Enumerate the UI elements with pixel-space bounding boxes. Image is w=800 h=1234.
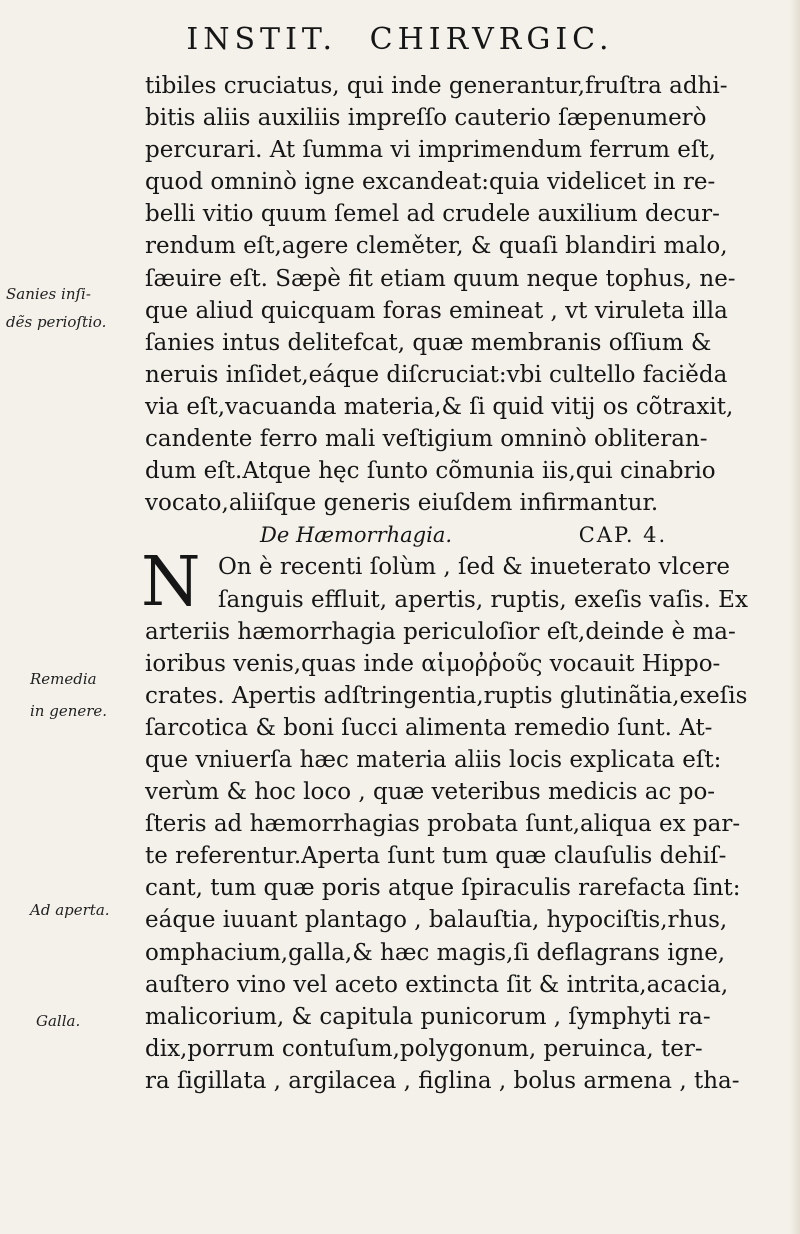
header-left: INSTIT.	[186, 22, 338, 57]
chapter-label: CAP. 4.	[578, 523, 668, 548]
main-text	[141, 70, 795, 1097]
text-line: dum eſt.Atque hęc ſunto cõmunia iis,qui cinabrio	[145, 458, 716, 485]
text-line: ra ſigillata , argilacea , figlina , bolus armena , tha-	[145, 1067, 740, 1094]
text-line: ioribus venis,quas inde αἱμοῤῥοῦς vocauit Hippo-	[145, 650, 721, 677]
text-line: On è recenti ſolùm , ſed & inueterato vlcere	[218, 554, 730, 581]
text-line: ſarcotica & boni ſucci alimenta remedio ſunt. At-	[145, 714, 713, 741]
text-line: dix,porrum contuſum,polygonum, peruinca, ter-	[145, 1035, 703, 1062]
text-line: eáque iuuant plantago , balauſtia, hypociſtis,rhus,	[145, 907, 728, 934]
text-line: verùm & hoc loco , quæ veteribus medicis ac po-	[145, 779, 716, 806]
text-line: ſanies intus delitefcat, quæ membranis oſſium &	[145, 329, 712, 356]
drop-cap: N	[141, 543, 201, 623]
text-line: vocato,aliiſque generis eiuſdem infirmantur.	[145, 490, 659, 517]
text-line: ſteris ad hæmorrhagias probata ſunt,aliqua ex par-	[145, 811, 741, 838]
paragraph	[141, 543, 795, 1097]
text-line: arteriis hæmorrhagia periculoſior eſt,deinde è ma-	[145, 618, 736, 645]
header-right: CHIRVRGIC.	[369, 22, 614, 57]
text-line: crates. Apertis adſtringentia,ruptis glutinãtia,exeſis	[145, 682, 748, 709]
margin-note: Galla.	[36, 1012, 81, 1030]
text-line: bitis aliis auxiliis impreſſo cauterio ſæpenumerò	[145, 105, 707, 132]
text-line: via eſt,vacuanda materia,& ſi quid vitij os cõtraxit,	[145, 393, 734, 420]
text-line: auſtero vino vel aceto extincta ſit & intrita,acacia,	[145, 971, 729, 998]
margin-note: in genere.	[30, 702, 108, 720]
page-edge-shadow	[790, 0, 800, 1234]
text-line: ſæuire eſt. Sæpè fit etiam quum neque tophus, ne-	[145, 265, 736, 292]
margin-note: dẽs perioſtio.	[6, 313, 107, 331]
text-line: candente ferro mali veſtigium omninò obliteran-	[145, 426, 708, 453]
text-line: omphacium,galla,& hæc magis,ſi deflagrans igne,	[145, 939, 726, 966]
margin-note: Remedia	[30, 670, 97, 688]
text-line: ſanguis effluit, apertis, ruptis, exeſis vaſis. Ex	[218, 586, 748, 613]
text-line: cant, tum quæ poris atque ſpiraculis rarefacta ſint:	[145, 875, 741, 902]
text-line: te referentur.Aperta ſunt tum quæ clauſulis dehiſ-	[145, 843, 727, 870]
text-line: que vniuerſa hæc materia aliis locis explicata eſt:	[145, 746, 722, 773]
margin-note: Ad aperta.	[30, 901, 110, 919]
margin-notes	[0, 0, 140, 1234]
section-title: De Hæmorrhagia.	[260, 523, 453, 548]
text-line: malicorium, & capitula punicorum , ſymphyti ra-	[145, 1003, 711, 1030]
text-line: belli vitio quum ſemel ad crudele auxilium decur-	[145, 201, 720, 228]
text-line: neruis inſidet,eáque diſcruciat:vbi cultello faciěda	[145, 361, 728, 388]
margin-note: Sanies inſi-	[6, 285, 91, 303]
text-line: rendum eſt,agere cleměter, & quaſi blandiri malo,	[145, 233, 728, 260]
text-line: percurari. At ſumma vi imprimendum ferrum eſt,	[145, 137, 716, 164]
text-line: quod omninò igne excandeat:quia videlicet in re-	[145, 169, 716, 196]
section-heading	[145, 519, 795, 551]
text-line: tibiles cruciatus, qui inde generantur,fruſtra adhi-	[145, 73, 728, 99]
text-line: que aliud quicquam foras emineat , vt viruleta illa	[145, 297, 728, 324]
